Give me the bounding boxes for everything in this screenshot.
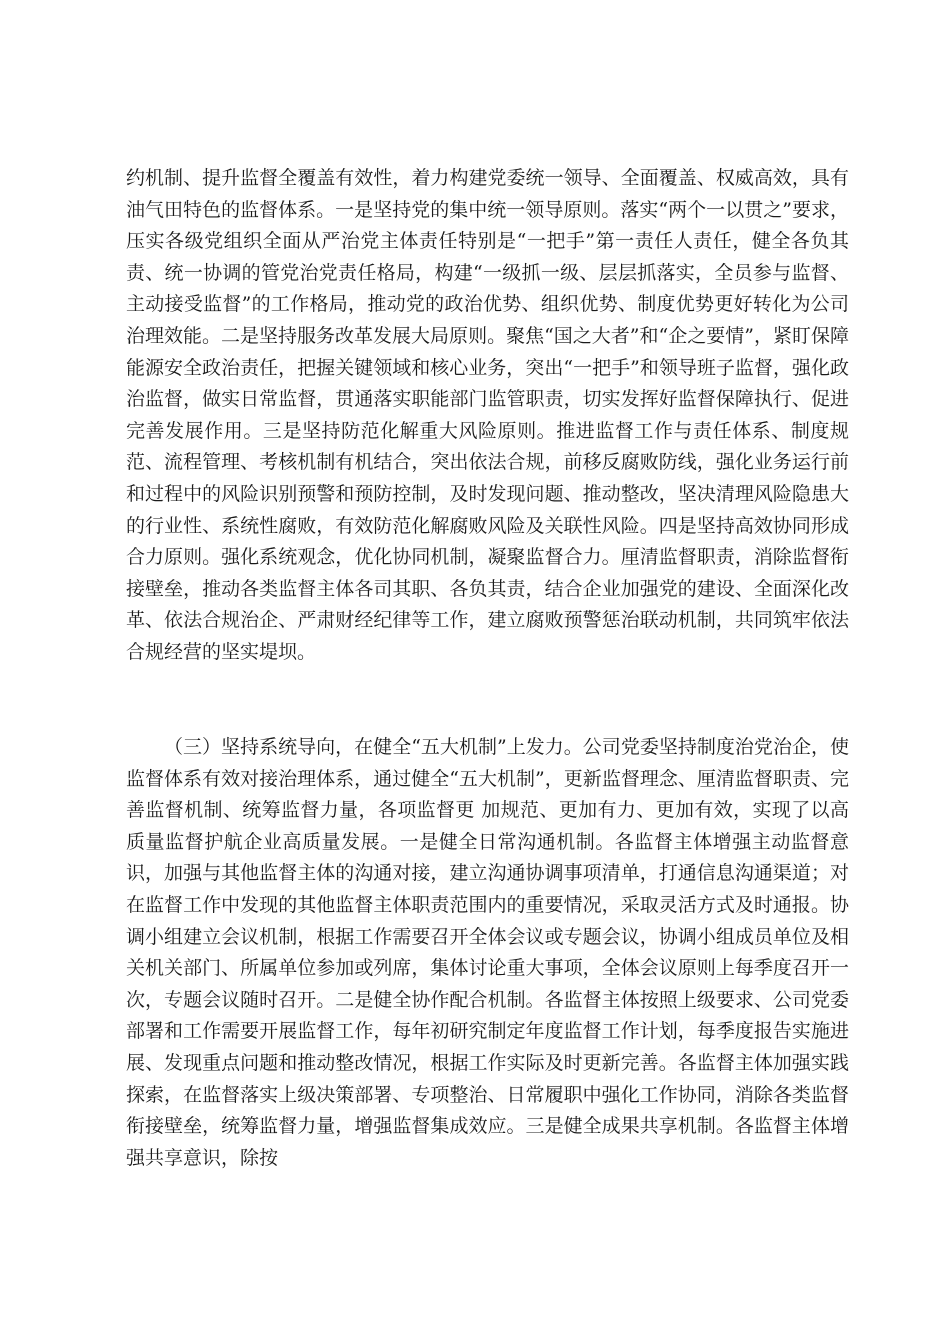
body-paragraph-1: 约机制、提升监督全覆盖有效性，着力构建党委统一领导、全面覆盖、权威高效，具有油气田特色的监督体系。一是坚持党的集中统一领导原则。落实“两个一以贯之”要求，压实各级党组织全面从严治党主体责任特别是“一把手”第一责任人责任，健全各负其责、统一协调的管党治党责任格局，构建“一级抓一级、层层抓落实，全员参与监督、主动接受监督”的工作格局，推动党的政治优势、组织优势、制度优势更好转化为公司治理效能。二是坚持服务改革发展大局原则。聚焦“国之大者”和“企之要情”，紧盯保障能源安全政治责任，把握关键领域和核心业务，突出“一把手”和领导班子监督，强化政治监督，做实日常监督，贯通落实职能部门监管职责，切实发挥好监督保障执行、促进完善发展作用。三是坚持防范化解重大风险原则。推进监督工作与责任体系、制度规范、流程管理、考核机制有机结合，突出依法合规，前移反腐败防线，强化业务运行前和过程中的风险识别预警和预防控制，及时发现问题、推动整改，坚决清理风险隐患大的行业性、系统性腐败，有效防范化解腐败风险及关联性风险。四是坚持高效协同形成合力原则。强化系统观念，优化协同机制，凝聚监督合力。厘清监督职责，消除监督衔接壁垒，推动各类监督主体各司其职、各负其责，结合企业加强党的建设、全面深化改革、依法合规治企、严肃财经纪律等工作，建立腐败预警惩治联动机制，共同筑牢依法合规经营的坚实堤坝。	[126, 167, 849, 663]
body-paragraph-2: （三）坚持系统导向，在健全“五大机制”上发力。公司党委坚持制度治党治企，使监督体系有效对接治理体系，通过健全“五大机制”，更新监督理念、厘清监督职责、完善监督机制、统筹监督力量，各项监督更 加规范、更加有力、更加有效，实现了以高质量监督护航企业高质量发展。一是健全日常沟通机制。各监督主体增强主动监督意识，加强与其他监督主体的沟通对接，建立沟通协调事项清单，打通信息沟通渠道；对在监督工作中发现的其他监督主体职责范围内的重要情况，采取灵活方式及时通报。协调小组建立会议机制，根据工作需要召开全体会议或专题会议，协调小组成员单位及相关机关部门、所属单位参加或列席，集体讨论重大事项，全体会议原则上每季度召开一次，专题会议随时召开。二是健全协作配合机制。各监督主体按照上级要求、公司党委部署和工作需要开展监督工作，每年初研究制定年度监督工作计划，每季度报告实施进展、发现重点问题和推动整改情况，根据工作实际及时更新完善。各监督主体加强实践探索，在监督落实上级决策部署、专项整治、日常履职中强化工作协同，消除各类监督衔接壁垒，统筹监督力量，增强监督集成效应。三是健全成果共享机制。各监督主体增强共享意识，除按	[126, 736, 849, 1169]
